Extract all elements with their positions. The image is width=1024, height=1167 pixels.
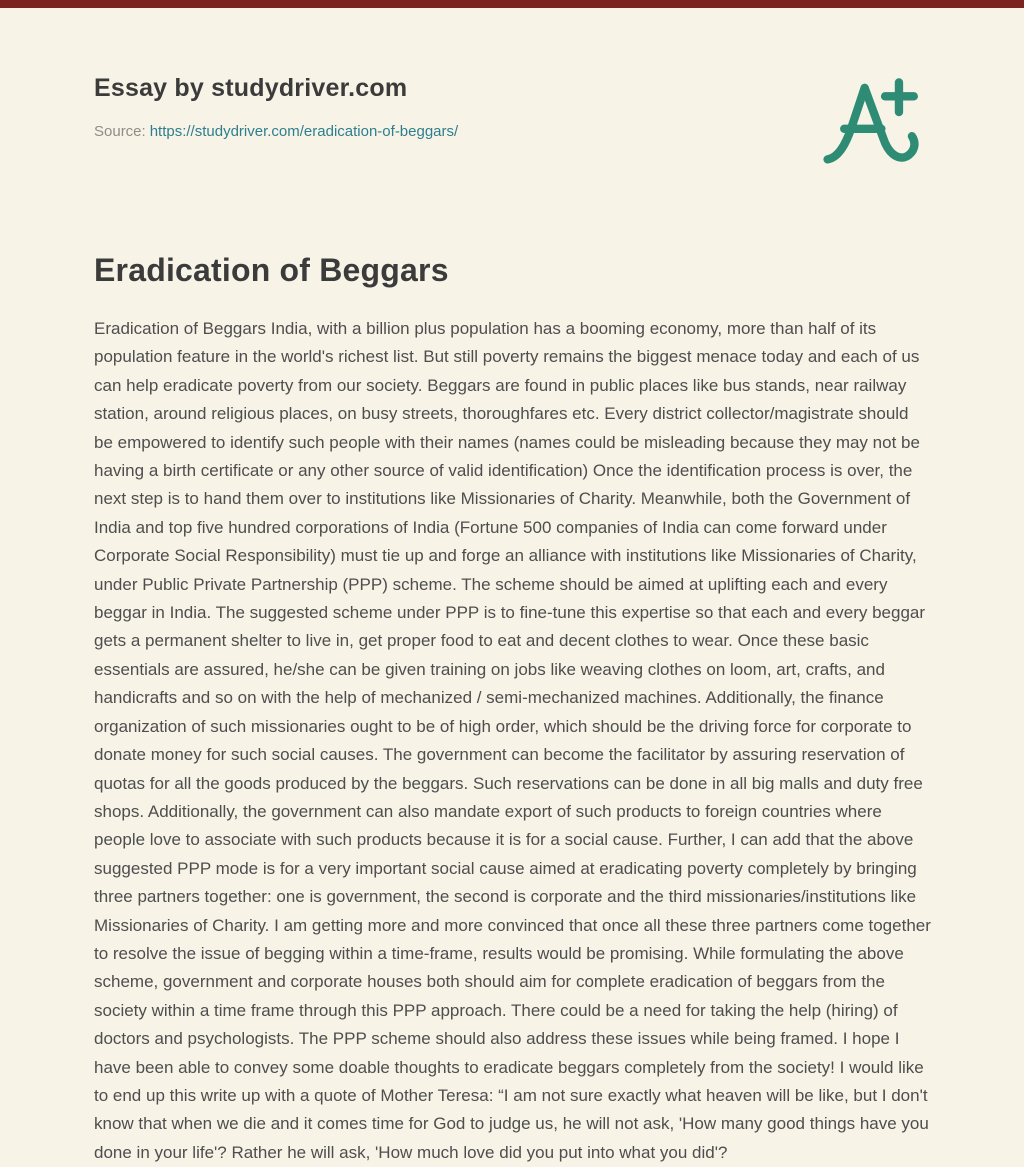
page-header: [94, 8, 930, 140]
essay-content: [94, 252, 930, 1167]
top-accent-bar: [0, 0, 1024, 8]
essay-title: Eradication of Beggars: [94, 252, 449, 288]
source-label: Source:: [94, 123, 146, 140]
essay-page: [0, 8, 1024, 1167]
source-line: [94, 123, 930, 140]
source-link[interactable]: https://studydriver.com/eradication-of-beggars/: [149, 123, 459, 140]
essay-body: Eradication of Beggars India, with a billion plus population has a booming economy, more than half of its population feature in the world's richest list. But still poverty remains the biggest menace today and each of us can help eradicate poverty from our society. Beggars are found in public places like bus stands, near railway station, around religious places, on busy streets, thoroughfares etc. Every district collector/magistrate should be empowered to identify such people with their names (names could be misleading because they may not be having a birth certificate or any other source of valid identification) Once the identification process is over, the next step is to hand them over to institutions like Missionaries of Charity. Meanwhile, both the Government of India and top five hundred corporations of India (Fortune 500 companies of India can come forward under Corporate Social Responsibility) must tie up and forge an alliance with institutions like Missionaries of Charity, under Public Private Partnership (PPP) scheme. The scheme should be aimed at uplifting each and every beggar in India. The suggested scheme under PPP is to fine-tune this expertise so that each and every beggar gets a permanent shelter to live in, get proper food to eat and decent clothes to wear. Once these basic essentials are assured, he/she can be given training on jobs like weaving clothes on loom, art, crafts, and handicrafts and so on with the help of mechanized / semi-mechanized machines. Additionally, the finance organization of such missionaries ought to be of high order, which should be the driving force for corporate to donate money for such social causes. The government can become the facilitator by assuring reservation of quotas for all the goods produced by the beggars. Such reservations can be done in all big malls and duty free shops. Additionally, the government can also mandate export of such products to foreign countries where people love to associate with such products because it is for a social cause. Further, I can add that the above suggested PPP mode is for a very important social cause aimed at eradicating poverty completely by bringing three partners together: one is government, the second is corporate and the third missionaries/institutions like Missionaries of Charity. I am getting more and more convinced that once all these three partners come together to resolve the issue of begging within a time-frame, results would be promising. While formulating the above scheme, government and corporate houses both should aim for complete eradication of beggars from the society within a time frame through this PPP approach. There could be a need for taking the help (hiring) of doctors and psychologists. The PPP scheme should also address these issues while being framed. I hope I have been able to convey some doable thoughts to eradicate beggars completely from the society! I would like to end up this write up with a quote of Mother Teresa: “I am not sure exactly what heaven will be like, but I don't know that when we die and it comes time for God to judge us, he will not ask, 'How many good things have you done in your life'? Rather he will ask, 'How much love did you put into what you did'?: [94, 319, 931, 1162]
page-title: Essay by studydriver.com: [94, 74, 408, 102]
studydriver-a-plus-logo-icon: [822, 72, 924, 167]
